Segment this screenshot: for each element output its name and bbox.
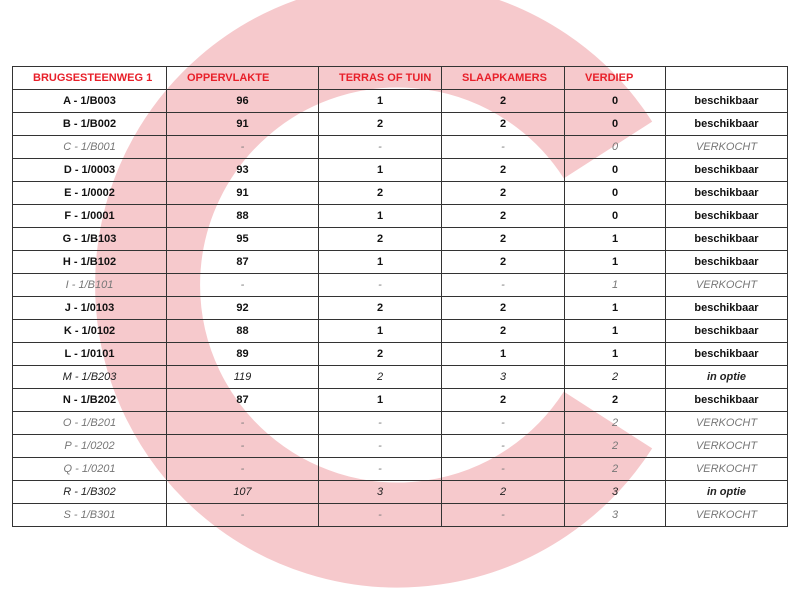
terrace-cell: -	[319, 136, 442, 159]
unit-cell: Q - 1/0201	[13, 458, 167, 481]
unit-cell: K - 1/0102	[13, 320, 167, 343]
floor-cell: 2	[565, 412, 666, 435]
header-address: BRUGSESTEENWEG 1	[13, 67, 167, 90]
table-row	[13, 274, 788, 297]
floor-cell: 0	[565, 90, 666, 113]
status-cell: VERKOCHT	[666, 435, 788, 458]
area-cell: 89	[167, 343, 319, 366]
bedrooms-cell: 2	[442, 228, 565, 251]
header-bedrooms: SLAAPKAMERS	[442, 67, 565, 90]
table-header-row	[13, 67, 788, 90]
area-cell: 91	[167, 113, 319, 136]
terrace-cell: 2	[319, 343, 442, 366]
status-cell: beschikbaar	[666, 389, 788, 412]
unit-cell: D - 1/0003	[13, 159, 167, 182]
status-cell: VERKOCHT	[666, 458, 788, 481]
bedrooms-cell: 2	[442, 481, 565, 504]
bedrooms-cell: -	[442, 504, 565, 527]
terrace-cell: 2	[319, 113, 442, 136]
status-cell: beschikbaar	[666, 113, 788, 136]
floor-cell: 1	[565, 320, 666, 343]
unit-cell: E - 1/0002	[13, 182, 167, 205]
bedrooms-cell: 2	[442, 389, 565, 412]
table-row	[13, 412, 788, 435]
unit-cell: S - 1/B301	[13, 504, 167, 527]
bedrooms-cell: -	[442, 412, 565, 435]
floor-cell: 0	[565, 136, 666, 159]
floor-cell: 3	[565, 481, 666, 504]
table-row	[13, 228, 788, 251]
bedrooms-cell: -	[442, 274, 565, 297]
floor-cell: 0	[565, 205, 666, 228]
unit-cell: R - 1/B302	[13, 481, 167, 504]
terrace-cell: 1	[319, 389, 442, 412]
area-cell: 93	[167, 159, 319, 182]
terrace-cell: 1	[319, 205, 442, 228]
table-row	[13, 435, 788, 458]
status-cell: VERKOCHT	[666, 504, 788, 527]
terrace-cell: 2	[319, 228, 442, 251]
status-cell: beschikbaar	[666, 228, 788, 251]
table-row	[13, 320, 788, 343]
terrace-cell: -	[319, 412, 442, 435]
unit-cell: C - 1/B001	[13, 136, 167, 159]
terrace-cell: -	[319, 435, 442, 458]
unit-cell: J - 1/0103	[13, 297, 167, 320]
bedrooms-cell: -	[442, 458, 565, 481]
unit-cell: O - 1/B201	[13, 412, 167, 435]
status-cell: beschikbaar	[666, 90, 788, 113]
availability-sheet	[12, 66, 788, 527]
status-cell: beschikbaar	[666, 320, 788, 343]
bedrooms-cell: -	[442, 435, 565, 458]
unit-cell: M - 1/B203	[13, 366, 167, 389]
status-cell: beschikbaar	[666, 159, 788, 182]
status-cell: in optie	[666, 366, 788, 389]
floor-cell: 2	[565, 389, 666, 412]
floor-cell: 1	[565, 274, 666, 297]
area-cell: 119	[167, 366, 319, 389]
table-row	[13, 366, 788, 389]
area-cell: -	[167, 412, 319, 435]
status-cell: VERKOCHT	[666, 136, 788, 159]
bedrooms-cell: 2	[442, 159, 565, 182]
table-row	[13, 297, 788, 320]
unit-cell: N - 1/B202	[13, 389, 167, 412]
floor-cell: 1	[565, 343, 666, 366]
status-cell: beschikbaar	[666, 343, 788, 366]
status-cell: in optie	[666, 481, 788, 504]
floor-cell: 0	[565, 182, 666, 205]
table-row	[13, 113, 788, 136]
area-cell: 87	[167, 389, 319, 412]
terrace-cell: 2	[319, 297, 442, 320]
status-cell: beschikbaar	[666, 205, 788, 228]
bedrooms-cell: 2	[442, 297, 565, 320]
bedrooms-cell: 2	[442, 320, 565, 343]
unit-cell: G - 1/B103	[13, 228, 167, 251]
status-cell: VERKOCHT	[666, 412, 788, 435]
terrace-cell: 2	[319, 366, 442, 389]
table-row	[13, 136, 788, 159]
area-cell: -	[167, 274, 319, 297]
area-cell: 107	[167, 481, 319, 504]
table-row	[13, 205, 788, 228]
area-cell: 87	[167, 251, 319, 274]
status-cell: VERKOCHT	[666, 274, 788, 297]
status-cell: beschikbaar	[666, 297, 788, 320]
floor-cell: 0	[565, 159, 666, 182]
terrace-cell: 1	[319, 159, 442, 182]
bedrooms-cell: 2	[442, 251, 565, 274]
floor-cell: 2	[565, 435, 666, 458]
floor-cell: 2	[565, 458, 666, 481]
unit-cell: L - 1/0101	[13, 343, 167, 366]
table-row	[13, 182, 788, 205]
header-status	[666, 67, 788, 90]
area-cell: -	[167, 136, 319, 159]
floor-cell: 2	[565, 366, 666, 389]
terrace-cell: 3	[319, 481, 442, 504]
header-terrace: TERRAS OF TUIN	[319, 67, 442, 90]
area-cell: 88	[167, 205, 319, 228]
status-cell: beschikbaar	[666, 251, 788, 274]
unit-cell: B - 1/B002	[13, 113, 167, 136]
table-row	[13, 159, 788, 182]
unit-cell: A - 1/B003	[13, 90, 167, 113]
status-cell: beschikbaar	[666, 182, 788, 205]
table-row	[13, 251, 788, 274]
floor-cell: 0	[565, 113, 666, 136]
unit-cell: H - 1/B102	[13, 251, 167, 274]
area-cell: -	[167, 504, 319, 527]
table-row	[13, 90, 788, 113]
bedrooms-cell: 3	[442, 366, 565, 389]
area-cell: 96	[167, 90, 319, 113]
header-area: OPPERVLAKTE	[167, 67, 319, 90]
floor-cell: 1	[565, 297, 666, 320]
terrace-cell: -	[319, 274, 442, 297]
table-row	[13, 389, 788, 412]
bedrooms-cell: -	[442, 136, 565, 159]
terrace-cell: 2	[319, 182, 442, 205]
availability-table	[12, 66, 788, 527]
unit-cell: F - 1/0001	[13, 205, 167, 228]
table-row	[13, 343, 788, 366]
bedrooms-cell: 2	[442, 113, 565, 136]
area-cell: 88	[167, 320, 319, 343]
floor-cell: 3	[565, 504, 666, 527]
area-cell: 91	[167, 182, 319, 205]
bedrooms-cell: 2	[442, 182, 565, 205]
bedrooms-cell: 2	[442, 90, 565, 113]
area-cell: 92	[167, 297, 319, 320]
area-cell: -	[167, 435, 319, 458]
terrace-cell: 1	[319, 251, 442, 274]
terrace-cell: -	[319, 458, 442, 481]
area-cell: 95	[167, 228, 319, 251]
terrace-cell: -	[319, 504, 442, 527]
unit-cell: P - 1/0202	[13, 435, 167, 458]
area-cell: -	[167, 458, 319, 481]
header-floor: VERDIEP	[565, 67, 666, 90]
table-row	[13, 458, 788, 481]
table-row	[13, 481, 788, 504]
table-body	[13, 90, 788, 527]
bedrooms-cell: 1	[442, 343, 565, 366]
table-row	[13, 504, 788, 527]
terrace-cell: 1	[319, 90, 442, 113]
floor-cell: 1	[565, 251, 666, 274]
floor-cell: 1	[565, 228, 666, 251]
terrace-cell: 1	[319, 320, 442, 343]
bedrooms-cell: 2	[442, 205, 565, 228]
unit-cell: I - 1/B101	[13, 274, 167, 297]
